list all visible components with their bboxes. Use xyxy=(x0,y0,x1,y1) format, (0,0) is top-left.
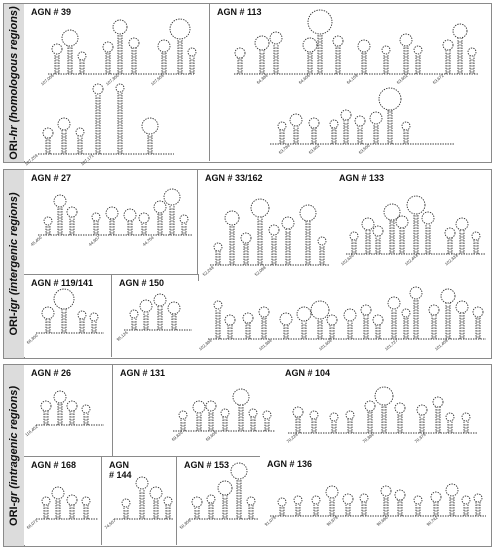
position-label: 101,984 xyxy=(257,337,273,352)
hairpin-loop xyxy=(249,409,257,417)
hairpin-loop xyxy=(310,411,318,419)
position-label: 70,228 xyxy=(285,431,299,445)
section-label-code: gr xyxy=(8,491,20,503)
hairpin-loop xyxy=(62,30,78,46)
hairpin-loop xyxy=(221,409,229,417)
hairpin-loop xyxy=(164,189,180,205)
structure-drawing xyxy=(210,4,490,161)
panel-agn-39 xyxy=(23,4,210,167)
position-label: 63,662 xyxy=(307,142,321,156)
hairpin-loop xyxy=(375,387,393,405)
panel-agn-144 xyxy=(101,456,177,545)
position-label: 52,249 xyxy=(201,264,215,278)
position-label: 45,450 xyxy=(29,234,43,248)
hairpin-loop xyxy=(407,196,425,214)
position-label: 101,468 xyxy=(433,337,449,352)
hairpin-loop xyxy=(365,401,375,411)
hairpin-loop xyxy=(82,405,90,413)
hairpin-loop xyxy=(341,110,351,120)
hairpin-loop xyxy=(293,407,303,417)
panel-agn-133 xyxy=(332,170,490,281)
hairpin-loop xyxy=(402,122,410,130)
hairpin-loop xyxy=(318,237,326,245)
position-label: 63,662 xyxy=(395,72,409,86)
position-label: 74,567 xyxy=(103,517,117,531)
section-label-bar xyxy=(4,365,25,546)
structure-drawing xyxy=(24,457,102,546)
position-label: 90,742 xyxy=(425,514,439,528)
structure-drawing xyxy=(198,281,490,357)
hairpin-loop xyxy=(343,494,353,504)
hairpin-loop xyxy=(43,128,53,138)
panel-title: AGN # 150 xyxy=(119,278,165,288)
hairpin-loop xyxy=(188,48,196,56)
hairpin-loop xyxy=(373,315,383,325)
hairpin-loop xyxy=(396,216,408,228)
hairpin-loop xyxy=(247,497,255,505)
position-label: 66,360 xyxy=(25,332,39,346)
hairpin-loop xyxy=(453,24,467,38)
structure-drawing xyxy=(260,456,490,545)
structure-drawing xyxy=(24,170,198,275)
position-label: 102,384 xyxy=(197,337,213,352)
position-label: 101,727 xyxy=(383,337,399,352)
hairpin-loop xyxy=(41,401,51,411)
panel-igr-unlabeled xyxy=(198,281,490,357)
hairpin-loop xyxy=(327,315,337,325)
hairpin-loop xyxy=(355,116,365,126)
hairpin-loop xyxy=(361,305,371,315)
position-label: 64,169 xyxy=(345,72,359,86)
panel-agn-136 xyxy=(260,456,490,545)
hairpin-loop xyxy=(150,487,162,499)
structure-drawing xyxy=(112,275,200,358)
hairpin-loop xyxy=(233,389,249,405)
position-label: 107,171 xyxy=(79,152,95,167)
hairpin-loop xyxy=(362,218,374,230)
hairpin-loop xyxy=(373,226,383,236)
hairpin-loop xyxy=(225,211,239,225)
hairpin-loop xyxy=(113,20,127,34)
hairpin-loop xyxy=(243,313,253,323)
hairpin-loop xyxy=(179,411,187,419)
section-ori-hr xyxy=(3,3,492,167)
section-label xyxy=(8,386,20,526)
panel-title: AGN # 136 xyxy=(267,459,313,469)
hairpin-loop xyxy=(360,494,368,502)
hairpin-loop xyxy=(116,84,124,92)
hairpin-loop xyxy=(180,215,188,223)
hairpin-loop xyxy=(282,217,294,229)
hairpin-loop xyxy=(358,40,370,52)
hairpin-loop xyxy=(333,36,343,46)
hairpin-loop xyxy=(431,492,441,502)
panel-title: AGN # 153 xyxy=(184,460,230,470)
hairpin-loop xyxy=(270,32,282,44)
position-label: 107,066 xyxy=(39,72,55,87)
hairpin-loop xyxy=(309,118,319,128)
panel-title: AGN # 104 xyxy=(285,368,331,378)
hairpin-loop xyxy=(472,232,480,240)
hairpin-loop xyxy=(379,88,401,110)
hairpin-loop xyxy=(446,484,458,496)
hairpin-loop xyxy=(259,307,269,317)
hairpin-loop xyxy=(139,213,149,223)
hairpin-loop xyxy=(474,494,482,502)
hairpin-loop xyxy=(382,46,390,54)
section-label xyxy=(8,192,20,335)
section-label-bar xyxy=(4,4,25,162)
hairpin-loop xyxy=(263,411,271,419)
hairpin-loop xyxy=(106,207,118,219)
position-label: 90,979 xyxy=(325,514,339,528)
hairpin-loop xyxy=(303,38,317,52)
hairpin-loop xyxy=(168,302,180,314)
position-label: 91,079 xyxy=(263,514,277,528)
section-label-desc: (intergenic regions) xyxy=(8,192,20,296)
hairpin-loop xyxy=(92,213,100,221)
hairpin-loop xyxy=(130,310,138,318)
position-label: 70,384 xyxy=(361,431,375,445)
hairpin-loop xyxy=(278,122,286,130)
hairpin-loop xyxy=(395,490,405,500)
hairpin-loop xyxy=(297,307,311,321)
section-label-code: igr xyxy=(8,298,20,313)
hairpin-loop xyxy=(67,495,77,505)
position-label: 107,360 xyxy=(104,72,120,87)
position-label: 102,443 xyxy=(403,252,419,267)
position-label: 90,690 xyxy=(375,514,389,528)
hairpin-loop xyxy=(78,311,86,319)
panel-title: AGN # 168 xyxy=(31,460,77,470)
position-label: 63,560 xyxy=(357,142,371,156)
section-label xyxy=(8,6,20,159)
hairpin-loop xyxy=(370,112,382,124)
panel-title: AGN # 39 xyxy=(31,7,72,17)
hairpin-loop xyxy=(422,212,434,224)
panel-title: AGN # 33/162 xyxy=(205,173,263,183)
hairpin-loop xyxy=(462,413,470,421)
hairpin-loop xyxy=(193,401,205,413)
panel-agn-26 xyxy=(24,365,113,457)
hairpin-loop xyxy=(462,496,470,504)
hairpin-loop xyxy=(473,307,483,317)
hairpin-loop xyxy=(42,497,50,505)
panel-agn-168 xyxy=(24,456,102,545)
hairpin-loop xyxy=(445,228,455,238)
hairpin-loop xyxy=(441,289,455,303)
hairpin-loop xyxy=(67,207,77,217)
hairpin-loop xyxy=(52,487,64,499)
hairpin-loop xyxy=(330,120,338,128)
section-label-prefix: ORI- xyxy=(8,312,20,336)
hairpin-loop xyxy=(218,481,232,495)
structure-drawing xyxy=(278,365,490,457)
section-label-desc: (intragenic regions) xyxy=(8,385,20,489)
hairpin-loop xyxy=(456,218,468,230)
hairpin-loop xyxy=(122,499,130,507)
position-label: 70,379 xyxy=(413,431,427,445)
hairpin-loop xyxy=(269,225,279,235)
hairpin-loop xyxy=(417,405,427,415)
hairpin-loop xyxy=(170,19,190,39)
position-label: 64,384 xyxy=(255,72,269,86)
panel-agn-153 xyxy=(176,456,261,545)
hairpin-loop xyxy=(433,397,443,407)
hairpin-loop xyxy=(346,411,354,419)
position-label: 101,664 xyxy=(317,337,333,352)
structure-drawing xyxy=(332,170,490,281)
hairpin-loop xyxy=(82,497,90,505)
hairpin-loop xyxy=(142,118,158,134)
panel-title: AGN # 144 xyxy=(109,460,132,480)
position-label: 107,509 xyxy=(149,72,165,87)
hairpin-loop xyxy=(93,84,103,94)
hairpin-loop xyxy=(235,48,245,58)
hairpin-loop xyxy=(344,309,356,321)
section-ori-igr xyxy=(3,169,492,359)
hairpin-loop xyxy=(280,313,292,325)
section-label-prefix: ORI- xyxy=(8,136,20,160)
hairpin-loop xyxy=(42,307,54,319)
hairpin-loop xyxy=(67,401,77,411)
hairpin-loop xyxy=(76,128,84,136)
structure-drawing xyxy=(23,4,210,167)
hairpin-loop xyxy=(164,497,172,505)
position-label: 52,098 xyxy=(253,264,267,278)
hairpin-loop xyxy=(231,463,247,479)
hairpin-loop xyxy=(395,403,405,413)
structure-drawing xyxy=(113,365,280,457)
section-label-desc: (homologous regions) xyxy=(8,6,20,123)
position-label: 63,784 xyxy=(277,142,291,156)
panel-agn-113 xyxy=(210,4,490,161)
hairpin-loop xyxy=(206,401,216,411)
hairpin-loop xyxy=(154,201,166,213)
structure-drawing xyxy=(102,457,178,546)
hairpin-loop xyxy=(158,40,170,52)
hairpin-loop xyxy=(78,52,86,60)
hairpin-loop xyxy=(214,243,222,251)
position-label: 64,666 xyxy=(297,72,311,86)
section-label-bar xyxy=(4,170,25,358)
position-label: 107,259 xyxy=(23,152,39,167)
hairpin-loop xyxy=(326,486,338,498)
hairpin-loop xyxy=(410,287,422,299)
hairpin-loop xyxy=(103,42,113,52)
hairpin-loop xyxy=(44,217,52,225)
hairpin-loop xyxy=(294,496,302,504)
hairpin-loop xyxy=(124,209,136,221)
section-label-code: hr xyxy=(8,125,20,137)
hairpin-loop xyxy=(52,44,62,54)
hairpin-loop xyxy=(446,413,454,421)
hairpin-loop xyxy=(414,496,422,504)
panel-title: AGN # 131 xyxy=(120,368,166,378)
hairpin-loop xyxy=(308,10,332,34)
panel-title: AGN # 119/141 xyxy=(31,278,94,288)
position-label: 50,356 xyxy=(178,517,192,531)
hairpin-loop xyxy=(456,301,468,313)
panel-title: AGN # 113 xyxy=(217,7,262,17)
panel-title: AGN # 26 xyxy=(31,368,72,378)
hairpin-loop xyxy=(54,289,74,309)
structure-drawing xyxy=(24,365,113,457)
hairpin-loop xyxy=(443,40,453,50)
position-label: 102,333 xyxy=(443,252,459,267)
hairpin-loop xyxy=(214,301,222,309)
position-label: 69,666 xyxy=(204,429,218,443)
panel-agn-104 xyxy=(278,365,490,457)
panel-agn-131 xyxy=(112,365,279,457)
hairpin-loop xyxy=(468,48,476,56)
hairpin-loop xyxy=(140,300,152,312)
hairpin-loop xyxy=(381,486,391,496)
hairpin-loop xyxy=(251,199,269,217)
hairpin-loop xyxy=(154,294,166,306)
position-label: 69,820 xyxy=(170,429,184,443)
hairpin-loop xyxy=(330,413,338,421)
panel-agn-150 xyxy=(111,274,199,357)
section-ori-gr xyxy=(3,364,492,547)
panel-agn-33-162 xyxy=(197,170,333,282)
panel-title: AGN # 27 xyxy=(31,173,72,183)
hairpin-loop xyxy=(54,195,66,207)
hairpin-loop xyxy=(255,36,269,50)
hairpin-loop xyxy=(429,305,439,315)
hairpin-loop xyxy=(311,301,329,319)
position-label: 95,126 xyxy=(115,329,129,343)
structure-drawing xyxy=(24,275,112,358)
hairpin-loop xyxy=(54,391,66,403)
position-label: 44,754 xyxy=(141,234,155,248)
hairpin-loop xyxy=(136,477,148,489)
section-label-prefix: ORI- xyxy=(8,502,20,526)
hairpin-loop xyxy=(207,495,215,503)
structure-drawing xyxy=(177,457,262,546)
panel-title: AGN # 133 xyxy=(339,173,385,183)
hairpin-loop xyxy=(300,205,316,221)
hairpin-loop xyxy=(414,46,422,54)
hairpin-loop xyxy=(192,497,202,507)
position-label: 66,071 xyxy=(25,517,39,531)
hairpin-loop xyxy=(402,309,410,317)
panel-agn-119-141 xyxy=(24,274,112,357)
hairpin-loop xyxy=(290,114,302,126)
position-label: 44,907 xyxy=(87,234,101,248)
hairpin-loop xyxy=(312,496,320,504)
position-label: 102,620 xyxy=(339,252,355,267)
hairpin-loop xyxy=(241,233,251,243)
hairpin-loop xyxy=(350,232,358,240)
hairpin-loop xyxy=(400,34,412,46)
hairpin-loop xyxy=(225,315,235,325)
structure-drawing xyxy=(198,170,334,282)
hairpin-loop xyxy=(388,297,400,309)
hairpin-loop xyxy=(58,118,70,130)
hairpin-loop xyxy=(278,498,286,506)
panel-agn-27 xyxy=(24,170,198,275)
hairpin-loop xyxy=(90,313,98,321)
position-label: 63,672 xyxy=(431,72,445,86)
hairpin-loop xyxy=(129,38,139,48)
position-label: 116,402 xyxy=(24,423,39,438)
